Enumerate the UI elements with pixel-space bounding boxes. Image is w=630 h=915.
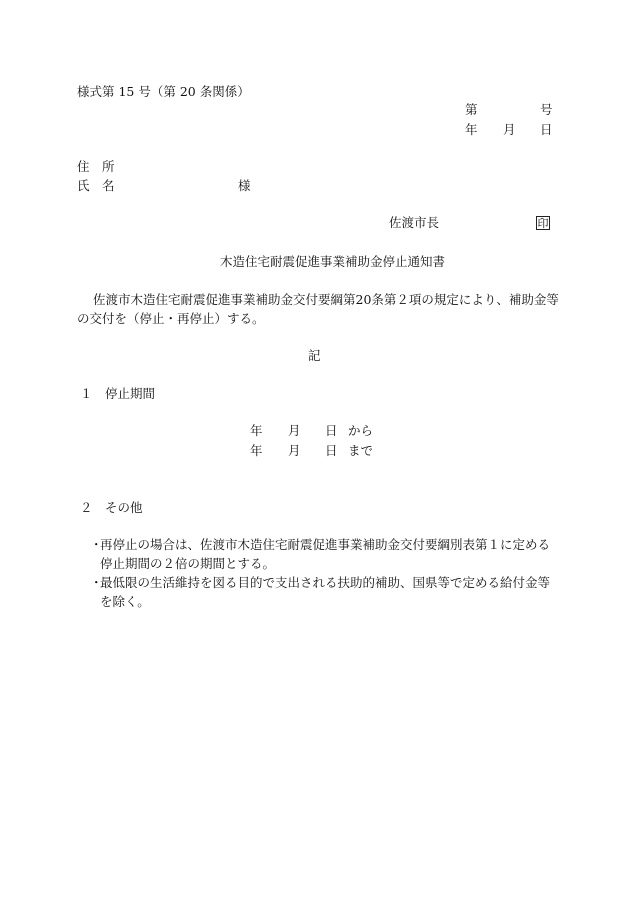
bullet-mark: ・ <box>90 575 103 590</box>
section-1-heading: １ 停止期間 <box>80 386 156 401</box>
note-2-line-1: 最低限の生活維持を図る目的で支出される扶助的補助、国県等で定める給付金等 <box>100 575 551 590</box>
issuer-title: 佐渡市長 <box>389 215 440 230</box>
period-to-year: 年 <box>250 443 263 458</box>
period-from-month: 月 <box>288 423 301 438</box>
period-from-year: 年 <box>250 423 263 438</box>
form-label: 様式第 15 号（第 20 条関係） <box>77 84 250 99</box>
period-from-day: 日 <box>325 423 338 438</box>
date-month: 月 <box>503 122 516 137</box>
name-label: 氏 名 <box>77 178 115 193</box>
period-to-suffix: まで <box>348 443 374 458</box>
body-line-1: 佐渡市木造住宅耐震促進事業補助金交付要綱第20条第２項の規定により、補助金等 <box>93 292 559 307</box>
address-label: 住 所 <box>77 159 115 174</box>
period-to-day: 日 <box>325 443 338 458</box>
bullet-mark: ・ <box>90 537 103 552</box>
section-2-heading: ２ その他 <box>80 500 143 515</box>
document-title: 木造住宅耐震促進事業補助金停止通知書 <box>220 254 446 269</box>
date-day: 日 <box>540 122 553 137</box>
body-line-2: の交付を（停止・再停止）する。 <box>77 311 265 326</box>
date-year: 年 <box>465 122 478 137</box>
ki-marker: 記 <box>308 348 321 363</box>
seal-mark: 印 <box>537 216 549 230</box>
period-from-suffix: から <box>348 423 374 438</box>
number-prefix: 第 <box>465 102 478 117</box>
period-to-month: 月 <box>288 443 301 458</box>
number-suffix: 号 <box>540 102 553 117</box>
note-1-line-1: 再停止の場合は、佐渡市木造住宅耐震促進事業補助金交付要綱別表第１に定める <box>100 537 551 552</box>
note-1-line-2: 停止期間の２倍の期間とする。 <box>100 556 276 571</box>
honorific: 様 <box>238 178 251 193</box>
note-2-line-2: を除く。 <box>100 594 150 609</box>
